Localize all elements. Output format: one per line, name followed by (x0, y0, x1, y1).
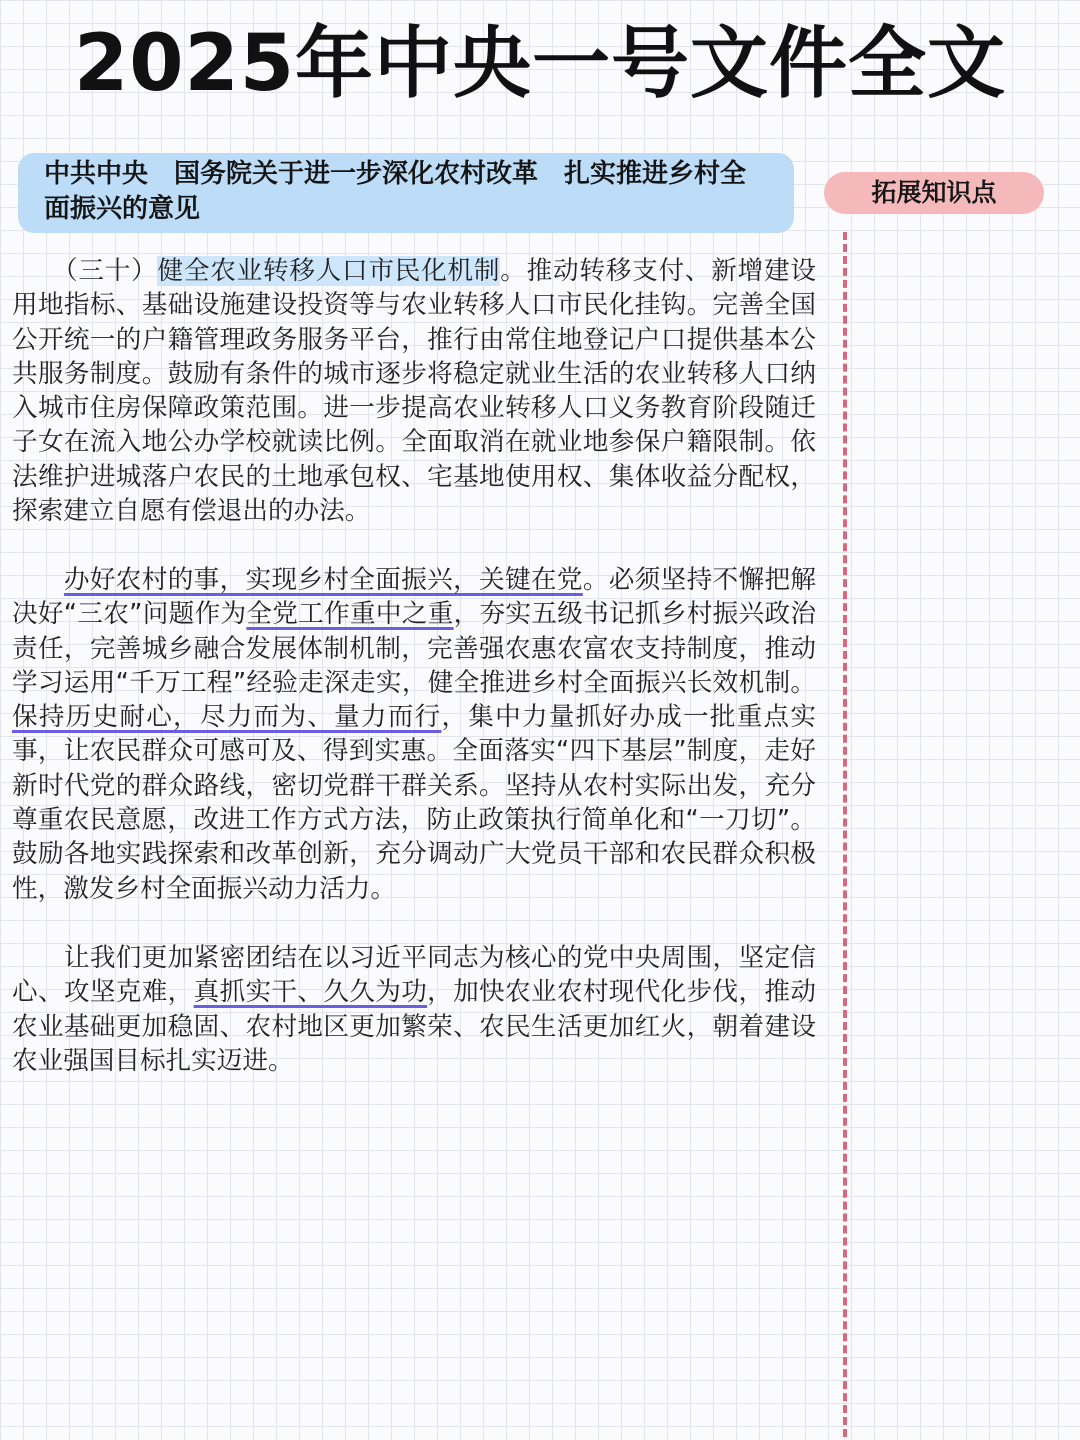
paragraph-text: ，夯实五级书记抓乡村振兴政治责任，完善城乡融合发展体制机制，完善强农惠农富农支持制度，推动学习运用“千万工程”经验走深走实，健全推进乡村全面振兴长效机制。 (12, 599, 816, 698)
underlined-phrase: 全党工作重中之重 (246, 599, 454, 630)
paragraph-party-leadership (12, 563, 816, 906)
underlined-phrase: 真抓实干、久久为功 (193, 977, 428, 1008)
article-number: （三十） (64, 256, 158, 286)
indent (12, 943, 64, 973)
paragraph-text: 。推动转移支付、新增建设用地指标、基础设施建设投资等与农业转移人口市民化挂钩。完善全国公开统一的户籍管理政务服务平台，推行由常住地登记户口提供基本公共服务制度。鼓励有条件的城市逐步将稳定就业生活的农业转移人口纳入城市住房保障政策范围。进一步提高农业转移人口义务教育阶段随迁子女在流入地公办学校就读比例。全面取消在就业地参保户籍限制。依法维护进城落户农民的土地承包权、宅基地使用权、集体收益分配权，探索建立自愿有偿退出的办法。 (12, 256, 816, 527)
extended-knowledge-tag: 拓展知识点 (824, 172, 1044, 214)
paragraph-text: ，集中力量抓好办成一批重点实事，让农民群众可感可及、得到实惠。全面落实“四下基层”制度，走好新时代党的群众路线，密切党群干群关系。坚持从农村实际出发，充分尊重农民意愿，改进工作方式方法，防止政策执行简单化和“一刀切”。鼓励各地实践探索和改革创新，充分调动广大党员干部和农民群众积极性，激发乡村全面振兴动力活力。 (12, 702, 816, 904)
dashed-margin-line (843, 232, 847, 1437)
indent (12, 256, 65, 286)
section-heading: 中共中央 国务院关于进一步深化农村改革 扎实推进乡村全面振兴的意见 (18, 153, 794, 233)
paragraph-conclusion (12, 941, 816, 1078)
paragraph-text: ，加快农业农村现代化步伐，推动农业基础更加稳固、农村地区更加繁荣、农民生活更加红火，朝着建设农业强国目标扎实迈进。 (12, 977, 816, 1076)
highlighted-phrase: 健全农业转移人口市民化机制 (157, 256, 501, 286)
underlined-phrase: 办好农村的事，实现乡村全面振兴，关键在党 (63, 565, 583, 595)
page-title: 2025年中央一号文件全文 (73, 19, 1007, 109)
paragraph-text: 。必须坚持不懈把解决好“三农”问题作为 (12, 565, 816, 630)
paragraph-text: 让我们更加紧密团结在以习近平同志为核心的党中央周围，坚定信心、攻坚克难， (12, 943, 816, 1008)
indent (12, 565, 64, 595)
paragraph-article-30 (12, 254, 816, 528)
underlined-phrase: 保持历史耐心，尽力而为、量力而行 (12, 702, 442, 733)
